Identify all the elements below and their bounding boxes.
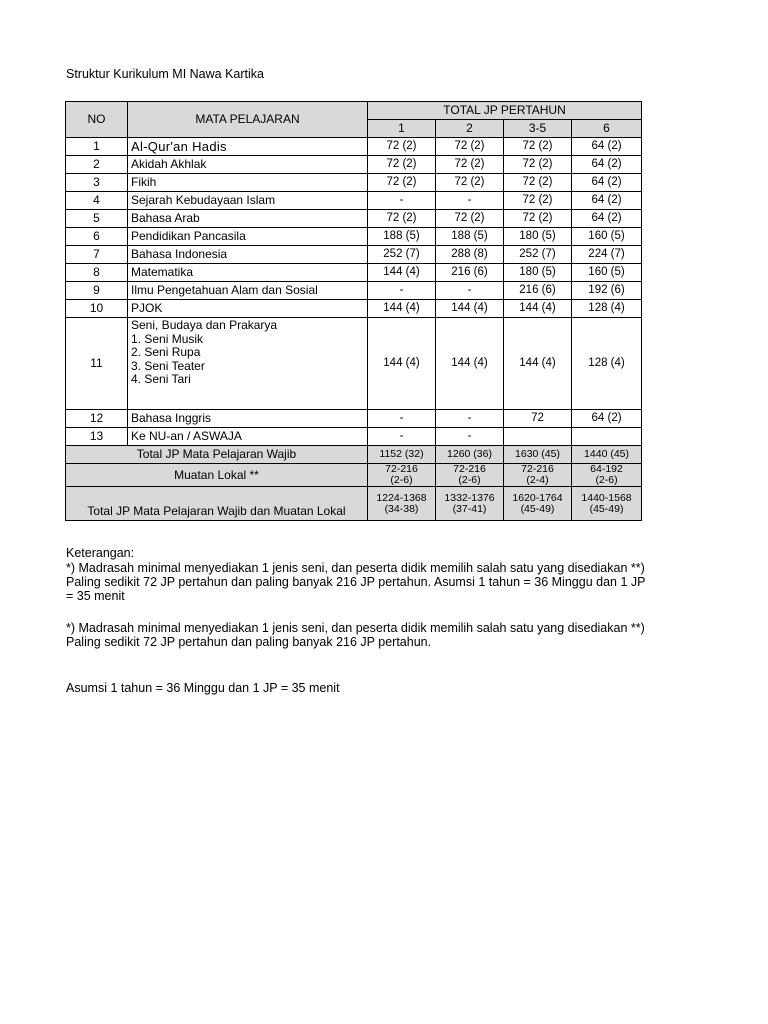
total-all-grade-6: [572, 487, 642, 521]
row-subject: Sejarah Kebudayaan Islam: [128, 192, 368, 210]
total-wajib-grade-3-5: 1630 (45): [504, 446, 572, 464]
cell-grade-6: 64 (2): [572, 192, 642, 210]
range-text: 64-192: [590, 463, 623, 475]
cell-grade-3-5: 72 (2): [504, 156, 572, 174]
header-grade-3-5: 3-5: [504, 120, 572, 138]
row-subject: Fikih: [128, 174, 368, 192]
cell-grade-1: 72 (2): [368, 210, 436, 228]
table-row: [66, 282, 642, 300]
cell-grade-6: 192 (6): [572, 282, 642, 300]
cell-grade-2: 72 (2): [436, 156, 504, 174]
cell-grade-1: -: [368, 410, 436, 428]
cell-grade-2: 144 (4): [436, 318, 504, 410]
arts-line: 2. Seni Rupa: [131, 345, 201, 359]
row-no: 2: [66, 156, 128, 174]
cell-grade-1: -: [368, 428, 436, 446]
arts-line: 4. Seni Tari: [131, 372, 191, 386]
jp-text: (2-6): [595, 474, 618, 486]
document-title: Struktur Kurikulum MI Nawa Kartika: [66, 67, 264, 81]
range-text: 72-216: [453, 463, 486, 475]
row-no: 9: [66, 282, 128, 300]
muatan-lokal-grade-2: [436, 464, 504, 487]
row-subject: Ke NU-an / ASWAJA: [128, 428, 368, 446]
cell-grade-3-5: 252 (7): [504, 246, 572, 264]
table-row: [66, 300, 642, 318]
cell-grade-3-5: 144 (4): [504, 300, 572, 318]
cell-grade-6: 64 (2): [572, 138, 642, 156]
row-muatan-lokal: [66, 464, 642, 487]
total-wajib-grade-6: 1440 (45): [572, 446, 642, 464]
row-total-all: [66, 487, 642, 521]
table-row-arts: [66, 318, 642, 410]
row-subject: Akidah Akhlak: [128, 156, 368, 174]
cell-grade-1: 144 (4): [368, 300, 436, 318]
table-row: [66, 174, 642, 192]
row-total-wajib: [66, 446, 642, 464]
cell-grade-1: 144 (4): [368, 264, 436, 282]
cell-grade-2: -: [436, 192, 504, 210]
range-text: 72-216: [521, 463, 554, 475]
jp-text: (34-38): [384, 502, 419, 515]
cell-grade-6: 64 (2): [572, 156, 642, 174]
cell-grade-2: 188 (5): [436, 228, 504, 246]
table-row: [66, 246, 642, 264]
arts-line: 3. Seni Teater: [131, 358, 205, 373]
muatan-lokal-label: Muatan Lokal **: [66, 464, 368, 487]
row-subject: Bahasa Arab: [128, 210, 368, 228]
cell-grade-2: -: [436, 282, 504, 300]
header-grade-1: 1: [368, 120, 436, 138]
row-no: 7: [66, 246, 128, 264]
cell-grade-1: 252 (7): [368, 246, 436, 264]
cell-grade-1: 144 (4): [368, 318, 436, 410]
row-subject: Pendidikan Pancasila: [128, 228, 368, 246]
row-no: 11: [66, 318, 128, 410]
total-all-grade-1: [368, 487, 436, 521]
jp-text: (45-49): [520, 502, 555, 515]
jp-text: (37-41): [452, 502, 487, 515]
cell-grade-6: 64 (2): [572, 410, 642, 428]
row-subject: Bahasa Inggris: [128, 410, 368, 428]
jp-text: (2-6): [390, 474, 413, 486]
header-grade-6: 6: [572, 120, 642, 138]
row-no: 10: [66, 300, 128, 318]
table-row: [66, 210, 642, 228]
table-row: [66, 428, 642, 446]
total-wajib-grade-1: 1152 (32): [368, 446, 436, 464]
row-no: 6: [66, 228, 128, 246]
jp-text: (2-4): [526, 474, 549, 486]
notes-heading: Keterangan:: [66, 546, 135, 560]
row-subject: Al-Qur'an Hadis: [128, 138, 368, 156]
cell-grade-2: 216 (6): [436, 264, 504, 282]
table-row: [66, 228, 642, 246]
cell-grade-1: 72 (2): [368, 138, 436, 156]
muatan-lokal-grade-6: [572, 464, 642, 487]
range-text: 1224-1368: [376, 491, 427, 504]
row-no: 1: [66, 138, 128, 156]
range-text: 72-216: [385, 463, 418, 475]
cell-grade-3-5: 216 (6): [504, 282, 572, 300]
cell-grade-6: 128 (4): [572, 300, 642, 318]
cell-grade-2: 144 (4): [436, 300, 504, 318]
cell-grade-1: -: [368, 282, 436, 300]
cell-grade-6: 160 (5): [572, 264, 642, 282]
table-row: [66, 192, 642, 210]
arts-line: Seni, Budaya dan Prakarya: [131, 318, 278, 332]
row-subject: Bahasa Indonesia: [128, 246, 368, 264]
row-subject: Matematika: [128, 264, 368, 282]
total-all-label: Total JP Mata Pelajaran Wajib dan Muatan Lokal: [66, 487, 368, 521]
cell-grade-1: 72 (2): [368, 174, 436, 192]
total-wajib-label: Total JP Mata Pelajaran Wajib: [66, 446, 368, 464]
cell-grade-6: [572, 428, 642, 446]
notes-paragraph-1: *) Madrasah minimal menyediakan 1 jenis seni, dan peserta didik memilih salah satu yang disediakan **) Paling sedikit 72 JP pertahun dan paling banyak 216 JP pertahun. Asumsi 1 tahun = 36 Minggu dan 1 JP = 35 menit: [66, 561, 646, 603]
total-all-grade-3-5: [504, 487, 572, 521]
total-wajib-grade-2: 1260 (36): [436, 446, 504, 464]
cell-grade-3-5: 72 (2): [504, 174, 572, 192]
cell-grade-3-5: 72: [504, 410, 572, 428]
table-row: [66, 264, 642, 282]
header-grade-2: 2: [436, 120, 504, 138]
cell-grade-3-5: [504, 428, 572, 446]
range-text: 1620-1764: [512, 491, 563, 504]
table-header-row: [66, 102, 642, 120]
table-row: [66, 156, 642, 174]
range-text: 1440-1568: [581, 491, 632, 504]
cell-grade-2: 72 (2): [436, 138, 504, 156]
cell-grade-3-5: 72 (2): [504, 138, 572, 156]
jp-text: (45-49): [589, 502, 624, 515]
row-no: 8: [66, 264, 128, 282]
cell-grade-2: 72 (2): [436, 210, 504, 228]
row-subject: Ilmu Pengetahuan Alam dan Sosial: [128, 282, 368, 300]
cell-grade-6: 224 (7): [572, 246, 642, 264]
header-subject: MATA PELAJARAN: [128, 102, 368, 138]
muatan-lokal-grade-1: [368, 464, 436, 487]
row-no: 3: [66, 174, 128, 192]
row-no: 5: [66, 210, 128, 228]
jp-text: (2-6): [458, 474, 481, 486]
cell-grade-1: 188 (5): [368, 228, 436, 246]
row-no: 12: [66, 410, 128, 428]
total-all-grade-2: [436, 487, 504, 521]
notes-paragraph-3: Asumsi 1 tahun = 36 Minggu dan 1 JP = 35 menit: [66, 681, 340, 695]
cell-grade-6: 128 (4): [572, 318, 642, 410]
row-subject: PJOK: [128, 300, 368, 318]
row-no: 4: [66, 192, 128, 210]
cell-grade-3-5: 144 (4): [504, 318, 572, 410]
cell-grade-2: -: [436, 428, 504, 446]
row-subject-arts: [128, 318, 368, 410]
cell-grade-1: 72 (2): [368, 156, 436, 174]
range-text: 1332-1376: [444, 491, 495, 504]
notes-paragraph-2: *) Madrasah minimal menyediakan 1 jenis seni, dan peserta didik memilih salah satu yang disediakan **) Paling sedikit 72 JP pertahun dan paling banyak 216 JP pertahun.: [66, 621, 645, 649]
muatan-lokal-grade-3-5: [504, 464, 572, 487]
cell-grade-1: -: [368, 192, 436, 210]
table-row: [66, 138, 642, 156]
row-no: 13: [66, 428, 128, 446]
arts-line: 1. Seni Musik: [131, 331, 204, 346]
cell-grade-6: 160 (5): [572, 228, 642, 246]
header-no: NO: [66, 102, 128, 138]
cell-grade-6: 64 (2): [572, 210, 642, 228]
cell-grade-3-5: 180 (5): [504, 228, 572, 246]
cell-grade-6: 64 (2): [572, 174, 642, 192]
cell-grade-3-5: 72 (2): [504, 210, 572, 228]
table-row: [66, 410, 642, 428]
curriculum-table: [65, 101, 642, 521]
cell-grade-2: 288 (8): [436, 246, 504, 264]
header-total-jp: TOTAL JP PERTAHUN: [368, 102, 642, 120]
cell-grade-3-5: 180 (5): [504, 264, 572, 282]
cell-grade-2: 72 (2): [436, 174, 504, 192]
cell-grade-2: -: [436, 410, 504, 428]
cell-grade-3-5: 72 (2): [504, 192, 572, 210]
